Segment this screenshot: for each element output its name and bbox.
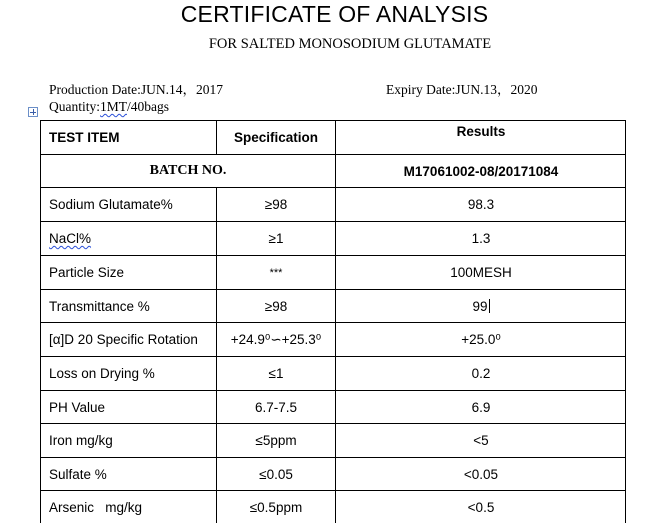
row-result-text[interactable]: 99 — [472, 298, 488, 314]
row-result: 1.3 — [471, 231, 491, 246]
quantity-prefix: Quantity: — [49, 99, 100, 114]
row-result[interactable] — [336, 290, 626, 322]
row-item: [α]D 20 Specific Rotation — [49, 332, 198, 347]
quantity — [49, 99, 169, 115]
row-item: Particle Size — [49, 265, 125, 280]
expiry-date: Expiry Date:JUN.13，2020 — [386, 82, 538, 97]
document-subtitle: FOR SALTED MONOSODIUM GLUTAMATE — [208, 36, 492, 52]
row-result: 100MESH — [450, 265, 512, 280]
row-item: Sulfate % — [49, 466, 107, 482]
document-title: CERTIFICATE OF ANALYSIS — [180, 1, 489, 27]
row-item: Transmittance % — [49, 298, 150, 314]
row-result: 98.3 — [467, 197, 495, 212]
table-move-handle-icon[interactable] — [28, 107, 38, 117]
batch-value: M17061002-08/20171084 — [403, 163, 559, 179]
row-spec: ≤1 — [268, 366, 284, 381]
row-item: PH Value — [49, 399, 106, 415]
header-results: Results — [456, 123, 506, 139]
row-item: Arsenic mg/kg — [49, 499, 143, 515]
row-spec: +24.9⁰∽+25.3⁰ — [230, 331, 322, 347]
batch-label: BATCH NO. — [149, 163, 227, 178]
row-item: Iron mg/kg — [49, 433, 113, 448]
row-item: Loss on Drying % — [49, 366, 155, 381]
row-result: <5 — [473, 433, 489, 448]
row-result: <0.5 — [467, 499, 495, 515]
row-spec: ≤0.5ppm — [249, 499, 303, 515]
row-item-text: NaCl% — [49, 231, 92, 246]
row-spec: ≥98 — [264, 197, 288, 212]
quantity-suffix: /40bags — [127, 99, 169, 114]
text-cursor — [489, 299, 490, 313]
row-spec: ≥98 — [264, 298, 288, 314]
production-date: Production Date:JUN.14，2017 — [49, 82, 223, 97]
header-test-item: TEST ITEM — [49, 130, 120, 145]
header-specification: Specification — [233, 130, 319, 145]
quantity-mt: 1MT — [100, 99, 127, 114]
row-item: Sodium Glutamate% — [49, 197, 173, 212]
row-spec: *** — [269, 266, 283, 279]
row-spec: ≤0.05 — [259, 466, 293, 482]
row-result: 0.2 — [471, 366, 491, 381]
row-result: 6.9 — [471, 399, 491, 415]
row-result: <0.05 — [463, 466, 499, 482]
row-item — [49, 222, 215, 255]
row-spec: ≤5ppm — [255, 433, 297, 448]
row-spec: ≥1 — [268, 231, 284, 246]
row-spec: 6.7-7.5 — [254, 399, 298, 415]
row-result: +25.0⁰ — [461, 331, 501, 347]
